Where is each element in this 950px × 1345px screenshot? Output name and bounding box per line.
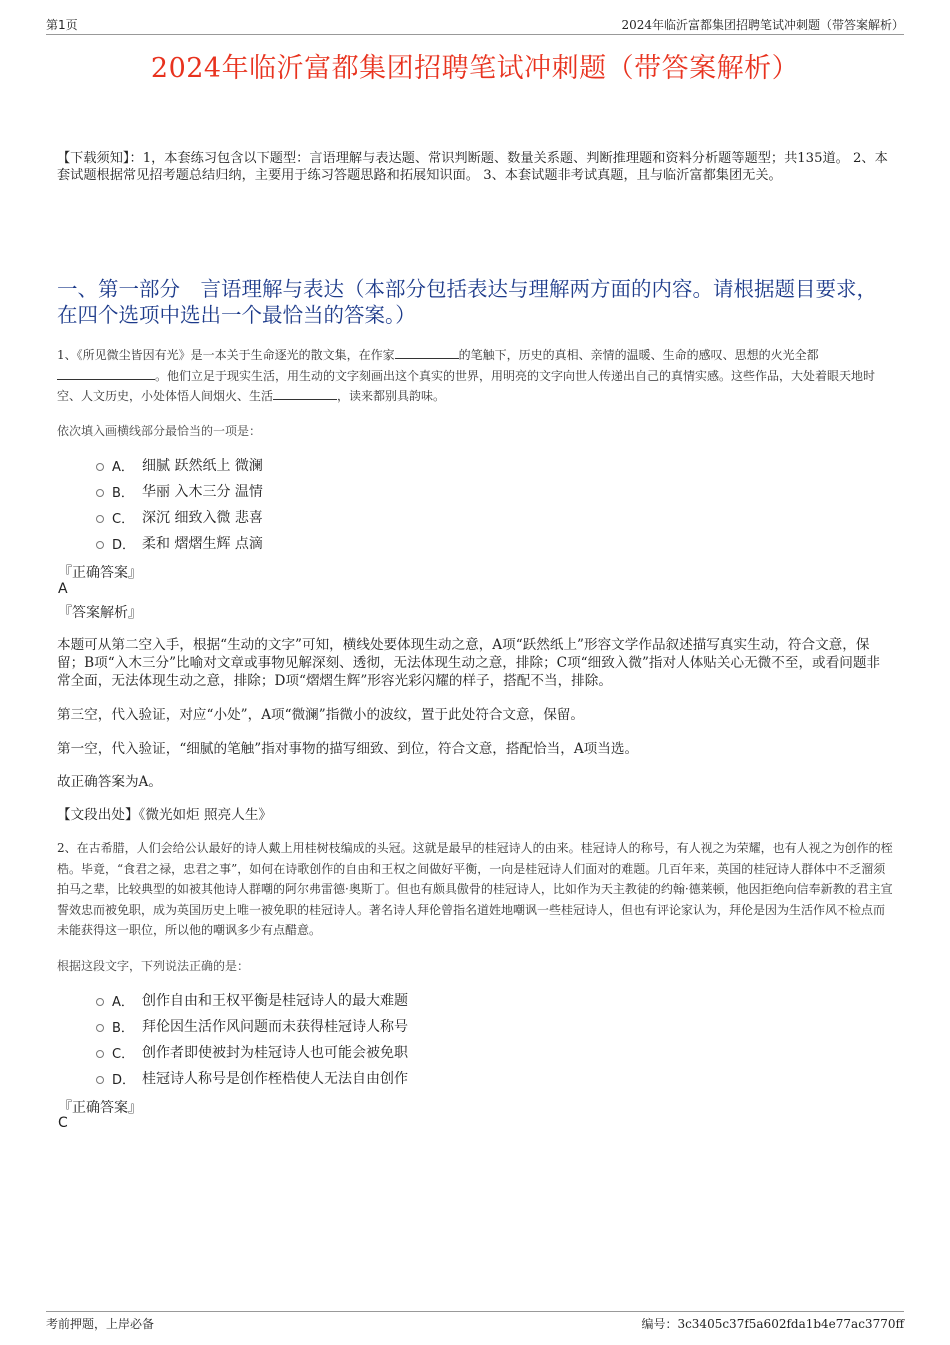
q1-option-b[interactable]: B． 华丽 入木三分 温情: [96, 481, 263, 501]
q1-option-d[interactable]: D． 柔和 熠熠生辉 点滴: [96, 533, 263, 553]
download-notice: 【下载须知】：1，本套练习包含以下题型：言语理解与表达题、常识判断题、数量关系题、判断推理题和资料分析题等题型；共135道。 2、本套试题根据常见招考题总结归纳，主要用于练习答题思路和拓展知识面。 3、本套试题非考试真题，且与临沂富都集团无关。: [57, 151, 888, 183]
radio-icon[interactable]: [96, 998, 104, 1006]
q2-answer: C: [58, 1115, 68, 1131]
radio-icon[interactable]: [96, 1024, 104, 1032]
question-2-text: 2、在古希腊，人们会给公认最好的诗人戴上用桂树枝编成的头冠。这就是最早的桂冠诗人的由来。桂冠诗人的称号，有人视之为荣耀，也有人视之为创作的桎梏。毕竟，“食君之禄，忠君之事”，如何在诗歌创作的自由和王权之间做好平衡，一向是桂冠诗人们面对的难题。几百年来，英国的桂冠诗人群体中不乏溜须拍马之辈，比较典型的如被其他诗人群嘲的阿尔弗雷德·奥斯丁。但也有颇具傲骨的桂冠诗人，比如作为天主教徒的约翰·德莱顿，他因拒绝向信奉新教的君主宣誓效忠而被免职，成为英国历史上唯一被免职的桂冠诗人。著名诗人拜伦曾指名道姓地嘲讽一些桂冠诗人，但也有评论家认为，拜伦是因为生活作风不检点而未能获得这一职位，所以他的嘲讽多少有点醋意。: [57, 841, 893, 937]
q1-answer-label: 『正确答案』: [58, 565, 142, 581]
q1-analysis-4: 故正确答案为A。: [57, 774, 162, 790]
q1-analysis-3: 第一空，代入验证，“细腻的笔触”指对事物的描写细致、到位，符合文意，搭配恰当，A项当选。: [57, 741, 639, 757]
document-title: 2024年临沂富都集团招聘笔试冲刺题（带答案解析）: [150, 53, 800, 84]
radio-icon[interactable]: [96, 489, 104, 497]
q2-option-c[interactable]: C． 创作者即使被封为桂冠诗人也可能会被免职: [96, 1042, 408, 1062]
fill-blank-3: [273, 387, 337, 400]
q2-option-a[interactable]: A． 创作自由和王权平衡是桂冠诗人的最大难题: [96, 990, 408, 1010]
header-doc-title: 2024年临沂富都集团招聘笔试冲刺题（带答案解析）: [621, 18, 904, 32]
q2-option-d[interactable]: D． 桂冠诗人称号是创作桎梏使人无法自由创作: [96, 1068, 408, 1088]
footer-code: 编号：3c3405c37f5a602fda1b4e77ac3770ff: [641, 1317, 904, 1331]
section-heading: 一、第一部分 言语理解与表达（本部分包括表达与理解两方面的内容。请根据题目要求，在四个选项中选出一个最恰当的答案。）: [57, 277, 877, 327]
fill-blank-1: [395, 346, 459, 359]
q2-option-b[interactable]: B． 拜伦因生活作风问题而未获得桂冠诗人称号: [96, 1016, 408, 1036]
radio-icon[interactable]: [96, 1050, 104, 1058]
radio-icon[interactable]: [96, 1076, 104, 1084]
q1-option-a[interactable]: A． 细腻 跃然纸上 微澜: [96, 455, 263, 475]
page-number: 第1页: [46, 18, 78, 32]
page-header: [46, 14, 904, 35]
q1-answer: A: [58, 581, 68, 597]
footer-slogan: 考前押题，上岸必备: [46, 1317, 155, 1331]
radio-icon[interactable]: [96, 515, 104, 523]
q1-analysis-1: 本题可从第二空入手，根据“生动的文字”可知，横线处要体现生动之意，A项“跃然纸上”形容文学作品叙述描写真实生动，符合文意，保留；B项“入木三分”比喻对文章或事物见解深刻、透彻，无法体现生动之意，排除；C项“细致入微”指对人体贴关心无微不至，或看问题非常全面，无法体现生动之意，排除；D项“熠熠生辉”形容光彩闪耀的样子，搭配不当，排除。: [57, 637, 881, 689]
q1-source: 【文段出处】《微光如炬 照亮人生》: [57, 807, 273, 823]
q1-analysis-2: 第三空，代入验证，对应“小处”，A项“微澜”指微小的波纹，置于此处符合文意，保留。: [57, 707, 584, 723]
question-2-prompt: 根据这段文字，下列说法正确的是：: [57, 959, 250, 973]
question-1-text: 1、《所见微尘皆因有光》是一本关于生命逐光的散文集，在作家 的笔触下，历史的真相、亲情的温暖、生命的感叹、思想的火光全都。他们立足于现实生活，用生动的文字刻画出这个真实的世界，用明亮的文字向世人传递出自己的真情实感。这些作品，大处着眼天地时空、人文历史，小处体悟人间烟火、生活 ，读来都别具韵味。: [57, 348, 876, 403]
question-1-prompt: 依次填入画横线部分最恰当的一项是：: [57, 424, 262, 438]
q1-analysis-label: 『答案解析』: [58, 605, 142, 621]
radio-icon[interactable]: [96, 541, 104, 549]
fill-blank-2: [57, 367, 155, 380]
page-footer: [46, 1311, 904, 1331]
q2-answer-label: 『正确答案』: [58, 1100, 142, 1116]
radio-icon[interactable]: [96, 463, 104, 471]
q1-option-c[interactable]: C． 深沉 细致入微 悲喜: [96, 507, 263, 527]
